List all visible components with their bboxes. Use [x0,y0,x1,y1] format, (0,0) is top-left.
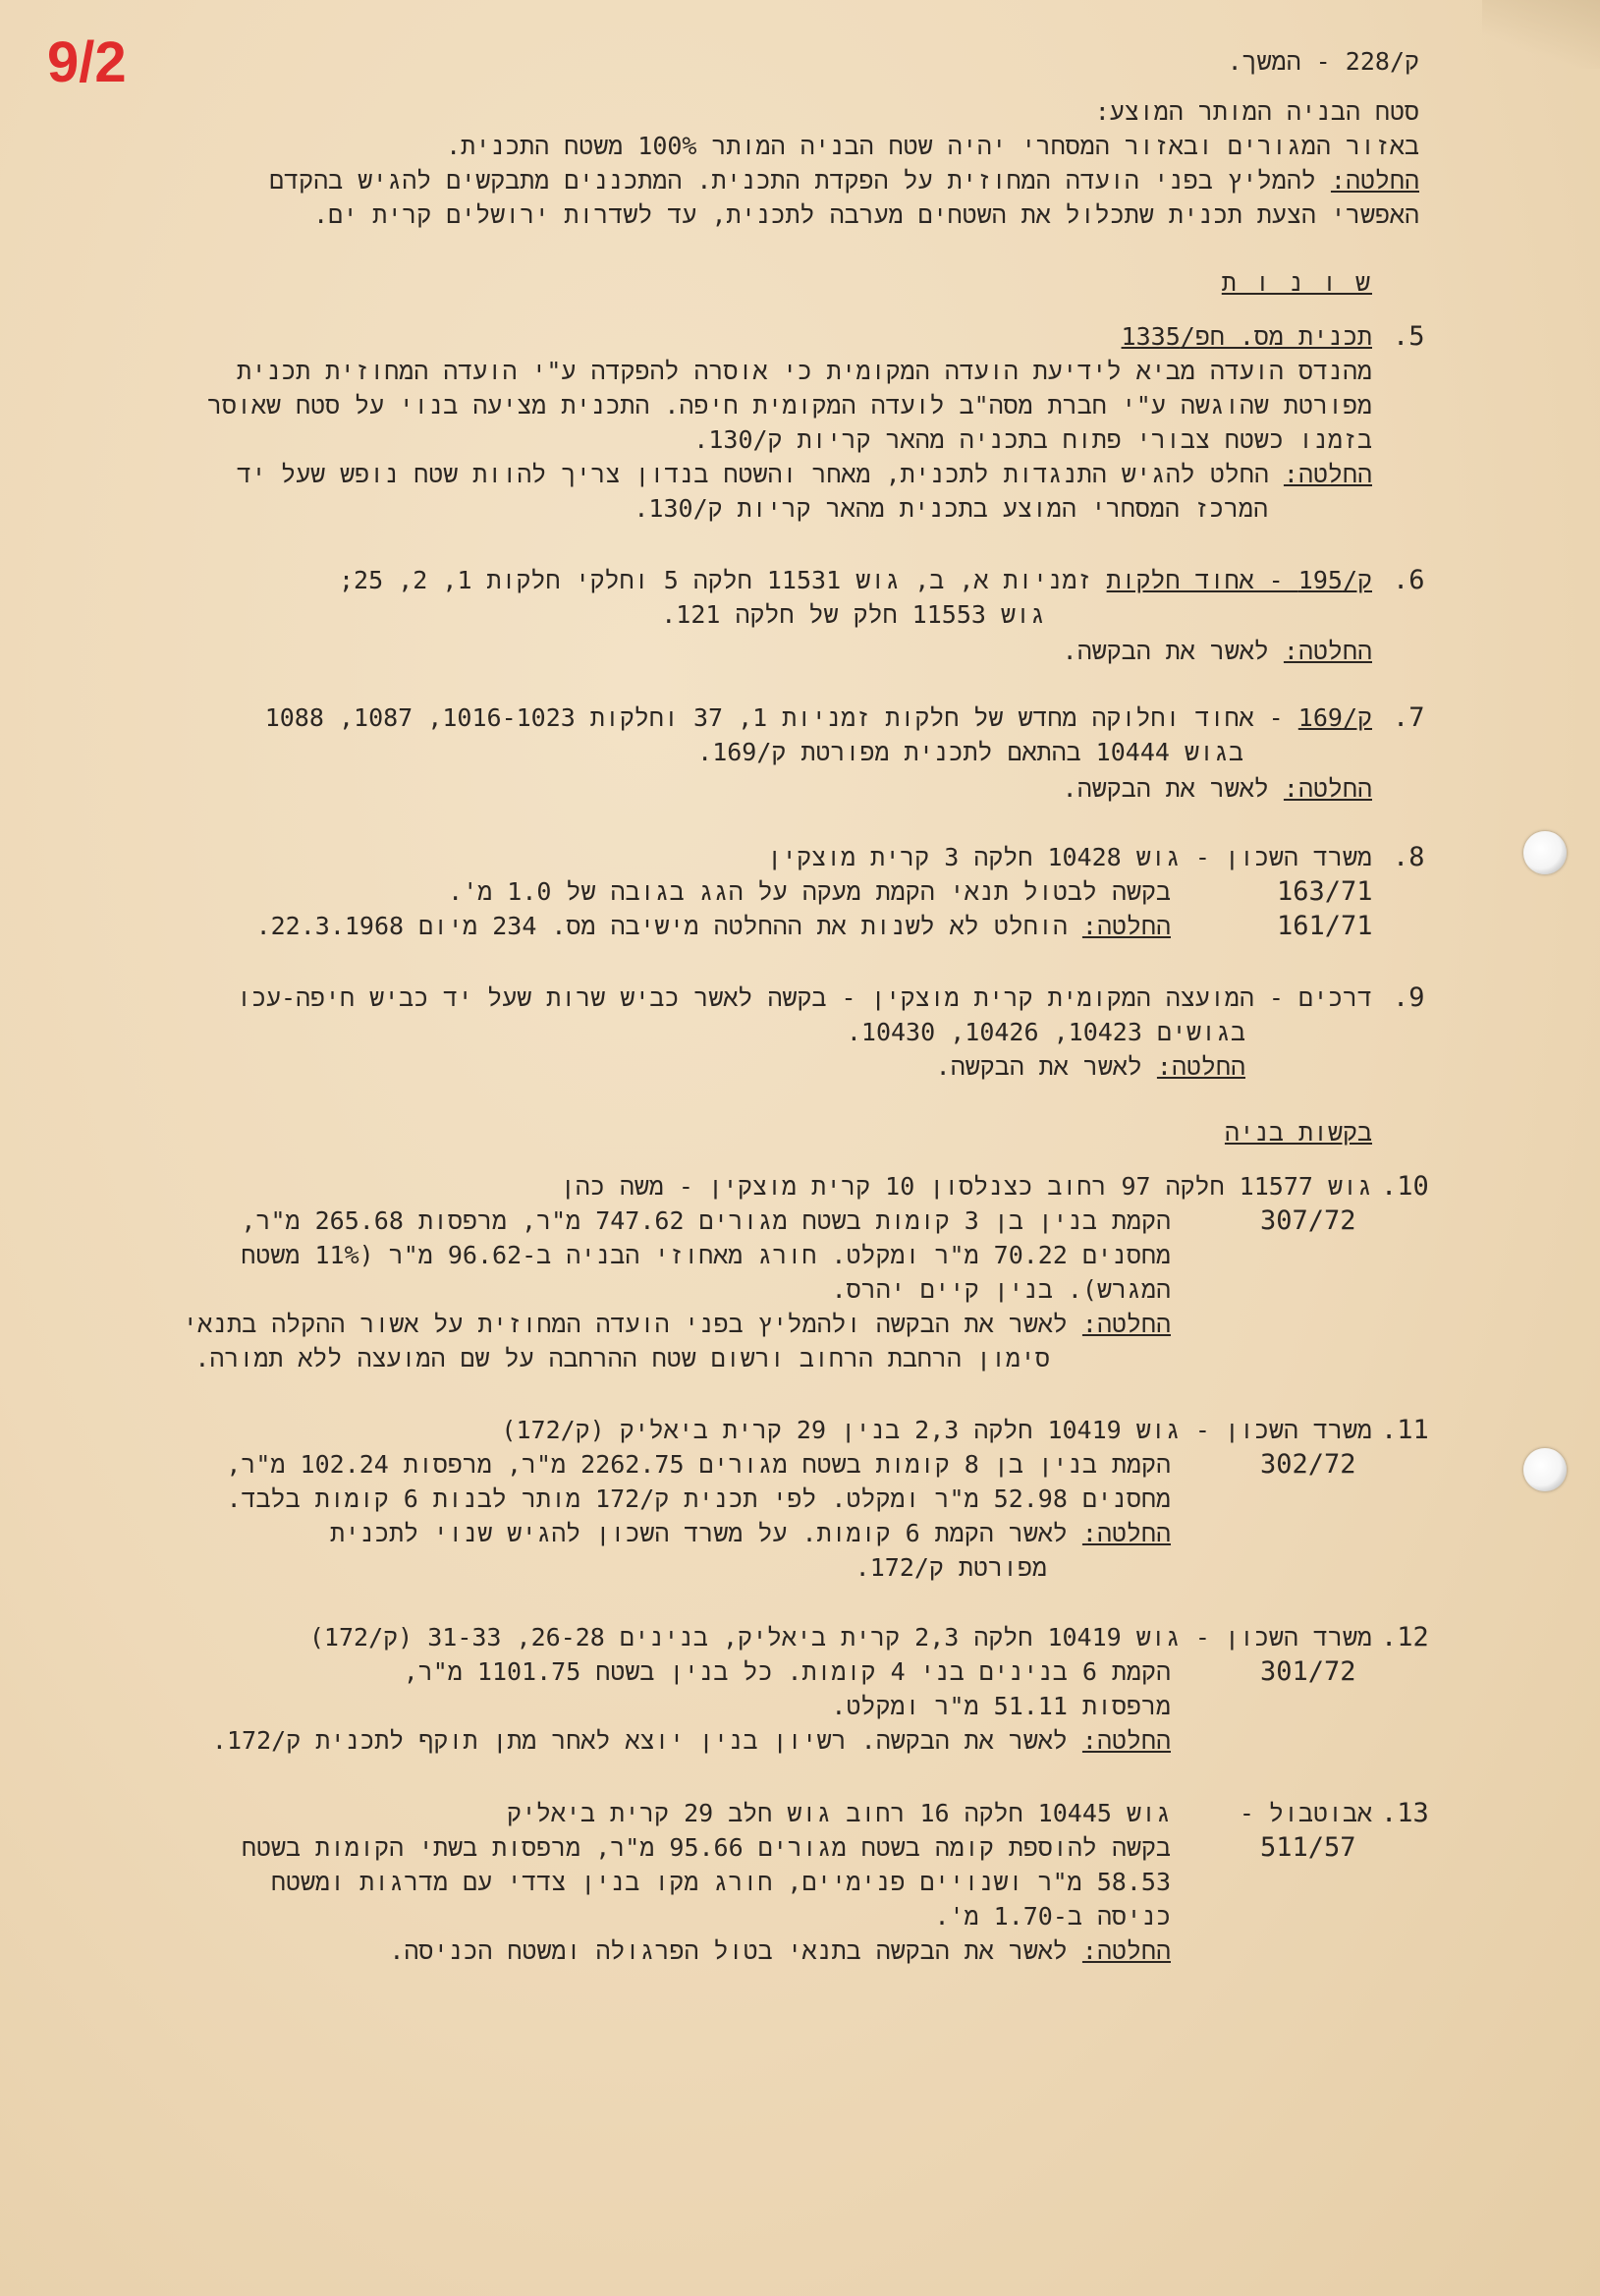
decision-text: לאשר הקמת 6 קומות. על משרד השכון להגיש שנוי לתכנית [330,1519,1068,1547]
intro-line: סטח הבניה המותר המוצע: [1094,97,1419,126]
section-heading-building: בקשות בניה [1224,1118,1372,1147]
item-line: בזמנו כשטח צבורי פתוח בתכניה מהאר קריות ק/130. [693,425,1372,454]
item-decision [237,459,1372,490]
decision-label: החלטה: [1081,1310,1171,1338]
item-number: .6 [1393,565,1425,595]
decision-text: החלט להגיש התנגדות לתכנית, מאחר והשטח בנדון צריך להוות שטח נופש שעל יד [237,460,1269,488]
item-line: בקשה לבטול תנאי הקמת מעקה על הגג בגובה של 1.0 מ'. [448,877,1171,906]
decision-label: החלטה: [1283,460,1372,488]
intro-line: באזור המגורים ובאזור המסחרי יהיה שטח הבניה המותר 100% משטח התכנית. [446,132,1419,160]
decision-label: החלטה: [1283,637,1372,665]
file-number: 307/72 [1260,1205,1356,1236]
file-number: 302/72 [1260,1449,1356,1480]
item-decision [1063,773,1372,805]
item-number: .9 [1393,982,1425,1013]
item-decision [936,1051,1245,1083]
page-stamp: 9/2 [47,30,127,94]
decision-text: לאשר את הבקשה בתנאי בטול הפרגולה ומשטח הכניסה. [389,1936,1068,1965]
item-decision [1063,636,1372,667]
item-line: 58.53 מ"ר ושנויים פנימיים, חורג מקו בנין צדדי עם מדרגות ומשטח [271,1868,1171,1896]
item-line: כניסה ב-1.70 מ'. [934,1902,1171,1931]
item-number: .12 [1381,1622,1429,1652]
item-line: בגושים 10423, 10426, 10430. [846,1018,1245,1046]
item-line: מהנדס הועדה מביא לידיעת הועדה המקומית כי אוסרה להפקדה ע"י הועדה המחוזית תכנית [237,357,1372,385]
intro-decision-cont: האפשרי הצעת תכנית שתכלול את השטחים מערבה לתכנית, עד לשדרות ירושלים קרית ים. [313,200,1419,229]
item-line: מחסנים 70.22 מ"ר ומקלט. חורג מאחוזי הבניה ב-96.62 מ"ר (11% משטח [241,1241,1171,1269]
item-line: משרד השכון - גוש 10419 חלקה 2,3 קרית ביאליק, בנינים 26-28, 31-33 (ק/172) [308,1623,1372,1652]
file-number: 163/71 [1277,876,1373,907]
item-decision [330,1518,1171,1549]
item-line: גוש 10445 חלקה 16 רחוב גוש חלב 29 קרית ביאליק [506,1799,1171,1827]
decision-text: לאשר את הבקשה. [1062,637,1269,665]
file-number: 161/71 [1277,911,1373,941]
file-number: 301/72 [1260,1656,1356,1687]
decision-label: החלטה: [1081,1519,1171,1547]
decision-text: לאשר את הבקשה. [935,1052,1142,1081]
item-title: תכנית מס. חפ/1335 [1121,322,1372,351]
page-corner-fold [1482,0,1600,69]
item-line: מחסנים 52.98 מ"ר ומקלט. לפי תכנית ק/172 מותר לבנות 6 קומות בלבד. [226,1484,1171,1513]
item-number: .7 [1393,702,1425,733]
item-title: ק/169 [1297,703,1372,732]
item-number: .5 [1393,321,1425,352]
item-decision [183,1309,1171,1340]
punch-hole-bottom [1523,1448,1567,1491]
item-line: דרכים - המועצה המקומית קרית מוצקין - בקשה לאשר כביש שרות שעל יד כביש חיפה-עכו [236,983,1372,1012]
item-line: מרפסות 51.11 מ"ר ומקלט. [831,1692,1171,1720]
decision-label: החלטה: [1330,166,1419,195]
item-title-line [265,702,1372,734]
item-line: משרד השכון - גוש 10428 חלקה 3 קרית מוצקין [767,843,1372,871]
item-number: .13 [1381,1798,1429,1828]
item-decision-cont: סימון הרחבת הרחוב ורשום שטח ההרחבה על שם המועצה ללא תמורה. [194,1344,1050,1372]
item-line: גוש 11577 חלקה 97 רחוב כצנלסון 10 קרית מוצקין - משה כהן [560,1172,1372,1201]
decision-text: להמליץ בפני הועדה המחוזית על הפקדת התכנית. המתכננים מתבקשים להגיש בהקדם [269,166,1316,195]
item-line: המגרש). בנין קיים יהרס. [831,1275,1171,1304]
item-line: הקמת בנין בן 8 קומות בשטח מגורים 2262.75 מ"ר, מרפסות 102.24 מ"ר, [226,1450,1171,1479]
intro-decision [269,165,1419,196]
item-line: הקמת 6 בנינים בני 4 קומות. כל בנין בשטח 1101.75 מ"ר, [403,1657,1171,1686]
item-line: בגוש 10444 בהתאם לתכנית מפורטת ק/169. [697,738,1243,766]
decision-label: החלטה: [1081,912,1171,940]
item-text: - אחוד וחלוקה מחדש של חלקות זמניות 1, 37 וחלקות 1016-1023, 1087, 1088 [264,703,1284,732]
item-line: גוש 11553 חלק של חלקה 121. [661,600,1045,629]
item-number: .11 [1381,1415,1429,1445]
item-title-line [339,565,1372,596]
decision-label: החלטה: [1156,1052,1245,1081]
file-number: 511/57 [1260,1832,1356,1863]
item-text: זמניות א, ב, גוש 11531 חלקה 5 וחלקי חלקות 1, 2, 25; [338,566,1092,594]
section-heading-misc: ש ו נ ו ת [1221,268,1372,297]
item-line: מפורטת שהוגשה ע"י חברת מסה"ב לועדה המקומית חיפה. התכנית מציעה בנוי על סטח שאוסר [207,391,1372,420]
item-line: בקשה להוספת קומה בשטח מגורים 95.66 מ"ר, מרפסות בשתי הקומות בשטח [241,1833,1171,1862]
decision-label: החלטה: [1283,774,1372,803]
item-decision-cont: מפורטת ק/172. [855,1553,1047,1582]
item-title: ק/195 - אחוד חלקות [1106,566,1372,594]
item-decision-cont: המרכז המסחרי המוצע בתכנית מהאר קריות ק/130. [634,494,1268,523]
item-line: משרד השכון - גוש 10419 חלקה 2,3 בנין 29 קרית ביאליק (ק/172) [501,1416,1372,1444]
decision-text: לאשר את הבקשה. רשיון בנין יוצא לאחר מתן תוקף לתכנית ק/172. [211,1726,1068,1755]
decision-text: הוחלט לא לשנות את ההחלטה מישיבה מס. 234 מיום 22.3.1968. [255,912,1068,940]
item-line: הקמת בנין בן 3 קומות בשטח מגורים 747.62 מ"ר, מרפסות 265.68 מ"ר, [241,1206,1171,1235]
decision-label: החלטה: [1081,1726,1171,1755]
item-decision [212,1725,1171,1757]
decision-label: החלטה: [1081,1936,1171,1965]
item-decision [256,911,1171,942]
decision-text: לאשר את הבקשה ולהמליץ בפני הועדה המחוזית על אשור ההקלה בתנאי [183,1310,1068,1338]
item-applicant: אבוטבול - [1239,1799,1372,1827]
item-decision [389,1935,1171,1967]
item-number: .8 [1393,842,1425,872]
punch-hole-top [1523,831,1567,874]
page-header: ק/228 - המשך. [1227,47,1419,76]
decision-text: לאשר את הבקשה. [1062,774,1269,803]
item-number: .10 [1381,1171,1429,1202]
